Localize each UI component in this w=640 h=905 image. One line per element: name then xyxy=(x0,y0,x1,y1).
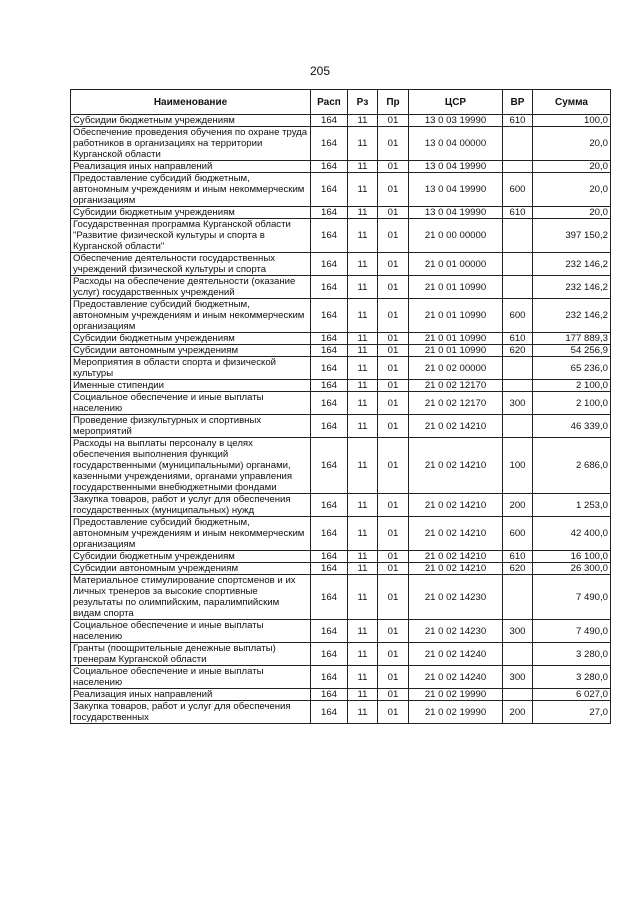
cell-pr: 01 xyxy=(378,438,409,494)
cell-pr: 01 xyxy=(378,392,409,415)
cell-rz: 11 xyxy=(348,219,378,253)
cell-vr: 300 xyxy=(503,666,533,689)
cell-name: Реализация иных направлений xyxy=(71,161,311,173)
table-row xyxy=(71,551,611,563)
cell-rasp: 164 xyxy=(311,115,348,127)
cell-pr: 01 xyxy=(378,643,409,666)
cell-pr: 01 xyxy=(378,345,409,357)
cell-pr: 01 xyxy=(378,689,409,701)
table-row xyxy=(71,207,611,219)
cell-name: Субсидии бюджетным учреждениям xyxy=(71,551,311,563)
cell-sum: 3 280,0 xyxy=(533,643,611,666)
cell-csr: 21 0 02 00000 xyxy=(409,357,503,380)
cell-rasp: 164 xyxy=(311,380,348,392)
cell-csr: 21 0 02 14240 xyxy=(409,666,503,689)
cell-name: Субсидии автономным учреждениям xyxy=(71,345,311,357)
cell-rz: 11 xyxy=(348,333,378,345)
cell-pr: 01 xyxy=(378,563,409,575)
cell-pr: 01 xyxy=(378,415,409,438)
cell-csr: 21 0 02 14210 xyxy=(409,551,503,563)
cell-vr xyxy=(503,357,533,380)
cell-sum: 3 280,0 xyxy=(533,666,611,689)
cell-vr: 200 xyxy=(503,701,533,724)
cell-rz: 11 xyxy=(348,161,378,173)
cell-pr: 01 xyxy=(378,253,409,276)
cell-name: Социальное обеспечение и иные выплаты населению xyxy=(71,620,311,643)
cell-sum: 65 236,0 xyxy=(533,357,611,380)
cell-sum: 46 339,0 xyxy=(533,415,611,438)
cell-sum: 2 686,0 xyxy=(533,438,611,494)
cell-pr: 01 xyxy=(378,380,409,392)
cell-sum: 2 100,0 xyxy=(533,392,611,415)
cell-vr xyxy=(503,161,533,173)
cell-name: Обеспечение проведения обучения по охране труда работников в организациях на территории Курганской области xyxy=(71,127,311,161)
cell-rz: 11 xyxy=(348,207,378,219)
table-row xyxy=(71,127,611,161)
table-row xyxy=(71,357,611,380)
cell-pr: 01 xyxy=(378,219,409,253)
cell-rz: 11 xyxy=(348,517,378,551)
cell-pr: 01 xyxy=(378,620,409,643)
cell-name: Расходы на выплаты персоналу в целях обеспечения выполнения функций государственными (муниципальными) органами, казенными учреждениями, органами управления государственными внебюджетными фондами xyxy=(71,438,311,494)
cell-name: Материальное стимулирование спортсменов и их личных тренеров за высокие спортивные результаты по олимпийским, паралимпийским видам спорта xyxy=(71,575,311,620)
cell-vr xyxy=(503,643,533,666)
cell-csr: 21 0 02 12170 xyxy=(409,380,503,392)
cell-vr: 610 xyxy=(503,551,533,563)
table-row xyxy=(71,299,611,333)
cell-rz: 11 xyxy=(348,173,378,207)
cell-sum: 20,0 xyxy=(533,207,611,219)
cell-vr xyxy=(503,127,533,161)
table-row xyxy=(71,392,611,415)
cell-rz: 11 xyxy=(348,276,378,299)
cell-rasp: 164 xyxy=(311,551,348,563)
cell-rz: 11 xyxy=(348,345,378,357)
cell-rasp: 164 xyxy=(311,620,348,643)
cell-sum: 397 150,2 xyxy=(533,219,611,253)
cell-rz: 11 xyxy=(348,357,378,380)
cell-pr: 01 xyxy=(378,494,409,517)
cell-name: Именные стипендии xyxy=(71,380,311,392)
cell-csr: 21 0 01 10990 xyxy=(409,333,503,345)
table-row xyxy=(71,620,611,643)
cell-rasp: 164 xyxy=(311,438,348,494)
cell-vr: 610 xyxy=(503,207,533,219)
cell-rasp: 164 xyxy=(311,357,348,380)
cell-csr: 13 0 03 19990 xyxy=(409,115,503,127)
cell-csr: 21 0 02 14210 xyxy=(409,563,503,575)
cell-sum: 232 146,2 xyxy=(533,276,611,299)
cell-vr: 610 xyxy=(503,115,533,127)
cell-csr: 21 0 02 14210 xyxy=(409,438,503,494)
cell-rasp: 164 xyxy=(311,689,348,701)
cell-name: Реализация иных направлений xyxy=(71,689,311,701)
table-row xyxy=(71,701,611,724)
header-vr: ВР xyxy=(503,90,533,115)
cell-name: Проведение физкультурных и спортивных мероприятий xyxy=(71,415,311,438)
cell-name: Субсидии бюджетным учреждениям xyxy=(71,207,311,219)
cell-rasp: 164 xyxy=(311,517,348,551)
cell-pr: 01 xyxy=(378,575,409,620)
cell-vr: 200 xyxy=(503,494,533,517)
cell-csr: 13 0 04 19990 xyxy=(409,161,503,173)
cell-name: Государственная программа Курганской области "Развитие физической культуры и спорта в Курганской области" xyxy=(71,219,311,253)
cell-rz: 11 xyxy=(348,392,378,415)
cell-pr: 01 xyxy=(378,173,409,207)
table-row xyxy=(71,380,611,392)
cell-rasp: 164 xyxy=(311,127,348,161)
cell-rasp: 164 xyxy=(311,333,348,345)
cell-rasp: 164 xyxy=(311,575,348,620)
cell-csr: 21 0 02 19990 xyxy=(409,701,503,724)
cell-sum: 20,0 xyxy=(533,127,611,161)
cell-pr: 01 xyxy=(378,666,409,689)
cell-rasp: 164 xyxy=(311,173,348,207)
cell-rasp: 164 xyxy=(311,161,348,173)
cell-sum: 16 100,0 xyxy=(533,551,611,563)
cell-sum: 20,0 xyxy=(533,173,611,207)
cell-name: Закупка товаров, работ и услуг для обеспечения государственных xyxy=(71,701,311,724)
cell-sum: 100,0 xyxy=(533,115,611,127)
table-row xyxy=(71,494,611,517)
cell-rz: 11 xyxy=(348,115,378,127)
table-row xyxy=(71,643,611,666)
cell-name: Обеспечение деятельности государственных учреждений физической культуры и спорта xyxy=(71,253,311,276)
cell-csr: 21 0 02 12170 xyxy=(409,392,503,415)
cell-rz: 11 xyxy=(348,127,378,161)
cell-name: Предоставление субсидий бюджетным, автономным учреждениям и иным некоммерческим организациям xyxy=(71,173,311,207)
cell-sum: 42 400,0 xyxy=(533,517,611,551)
table-row xyxy=(71,689,611,701)
cell-rasp: 164 xyxy=(311,299,348,333)
cell-name: Социальное обеспечение и иные выплаты населению xyxy=(71,666,311,689)
cell-rasp: 164 xyxy=(311,643,348,666)
cell-pr: 01 xyxy=(378,299,409,333)
cell-rz: 11 xyxy=(348,575,378,620)
table-body xyxy=(71,115,611,724)
cell-vr: 300 xyxy=(503,620,533,643)
cell-vr xyxy=(503,219,533,253)
cell-pr: 01 xyxy=(378,115,409,127)
cell-csr: 21 0 01 00000 xyxy=(409,253,503,276)
cell-rasp: 164 xyxy=(311,494,348,517)
cell-csr: 21 0 01 10990 xyxy=(409,299,503,333)
cell-name: Мероприятия в области спорта и физической культуры xyxy=(71,357,311,380)
table-row xyxy=(71,173,611,207)
table-row xyxy=(71,115,611,127)
page-number: 205 xyxy=(309,64,331,78)
table-row xyxy=(71,517,611,551)
cell-vr xyxy=(503,575,533,620)
cell-vr: 600 xyxy=(503,299,533,333)
table-row xyxy=(71,415,611,438)
cell-sum: 1 253,0 xyxy=(533,494,611,517)
cell-vr: 600 xyxy=(503,173,533,207)
budget-table xyxy=(70,89,611,724)
cell-csr: 13 0 04 19990 xyxy=(409,173,503,207)
table-row xyxy=(71,666,611,689)
cell-rz: 11 xyxy=(348,563,378,575)
table-row xyxy=(71,345,611,357)
cell-csr: 13 0 04 19990 xyxy=(409,207,503,219)
table-row xyxy=(71,333,611,345)
cell-rz: 11 xyxy=(348,689,378,701)
table-row xyxy=(71,161,611,173)
table-row xyxy=(71,253,611,276)
cell-rasp: 164 xyxy=(311,666,348,689)
cell-vr xyxy=(503,253,533,276)
cell-pr: 01 xyxy=(378,357,409,380)
cell-name: Закупка товаров, работ и услуг для обеспечения государственных (муниципальных) нужд xyxy=(71,494,311,517)
cell-pr: 01 xyxy=(378,161,409,173)
cell-pr: 01 xyxy=(378,127,409,161)
cell-sum: 6 027,0 xyxy=(533,689,611,701)
cell-sum: 26 300,0 xyxy=(533,563,611,575)
cell-sum: 177 889,3 xyxy=(533,333,611,345)
cell-csr: 21 0 02 19990 xyxy=(409,689,503,701)
cell-vr: 600 xyxy=(503,517,533,551)
cell-rz: 11 xyxy=(348,415,378,438)
cell-vr xyxy=(503,380,533,392)
cell-rz: 11 xyxy=(348,666,378,689)
cell-rasp: 164 xyxy=(311,701,348,724)
table-row xyxy=(71,575,611,620)
cell-pr: 01 xyxy=(378,701,409,724)
cell-csr: 13 0 04 00000 xyxy=(409,127,503,161)
cell-csr: 21 0 02 14230 xyxy=(409,620,503,643)
cell-name: Предоставление субсидий бюджетным, автономным учреждениям и иным некоммерческим организациям xyxy=(71,299,311,333)
cell-vr: 100 xyxy=(503,438,533,494)
cell-sum: 54 256,9 xyxy=(533,345,611,357)
cell-rasp: 164 xyxy=(311,219,348,253)
cell-pr: 01 xyxy=(378,517,409,551)
cell-sum: 20,0 xyxy=(533,161,611,173)
cell-vr: 620 xyxy=(503,563,533,575)
cell-pr: 01 xyxy=(378,207,409,219)
cell-vr xyxy=(503,415,533,438)
cell-vr: 300 xyxy=(503,392,533,415)
cell-csr: 21 0 02 14210 xyxy=(409,517,503,551)
table-row xyxy=(71,438,611,494)
cell-name: Субсидии бюджетным учреждениям xyxy=(71,115,311,127)
cell-sum: 27,0 xyxy=(533,701,611,724)
cell-vr: 620 xyxy=(503,345,533,357)
cell-pr: 01 xyxy=(378,551,409,563)
cell-rz: 11 xyxy=(348,299,378,333)
cell-sum: 7 490,0 xyxy=(533,620,611,643)
cell-name: Расходы на обеспечение деятельности (оказание услуг) государственных учреждений xyxy=(71,276,311,299)
cell-csr: 21 0 02 14240 xyxy=(409,643,503,666)
table-header-row xyxy=(71,90,611,115)
cell-sum: 2 100,0 xyxy=(533,380,611,392)
cell-rz: 11 xyxy=(348,253,378,276)
cell-name: Субсидии автономным учреждениям xyxy=(71,563,311,575)
cell-rasp: 164 xyxy=(311,392,348,415)
cell-name: Гранты (поощрительные денежные выплаты) тренерам Курганской области xyxy=(71,643,311,666)
cell-rz: 11 xyxy=(348,380,378,392)
cell-rasp: 164 xyxy=(311,563,348,575)
header-rasp: Расп xyxy=(311,90,348,115)
cell-rz: 11 xyxy=(348,438,378,494)
cell-csr: 21 0 02 14210 xyxy=(409,494,503,517)
cell-csr: 21 0 02 14230 xyxy=(409,575,503,620)
cell-rz: 11 xyxy=(348,494,378,517)
table-row xyxy=(71,276,611,299)
cell-vr xyxy=(503,276,533,299)
cell-rz: 11 xyxy=(348,701,378,724)
cell-rasp: 164 xyxy=(311,345,348,357)
cell-rasp: 164 xyxy=(311,415,348,438)
table-row xyxy=(71,563,611,575)
cell-vr xyxy=(503,689,533,701)
cell-sum: 232 146,2 xyxy=(533,253,611,276)
cell-csr: 21 0 00 00000 xyxy=(409,219,503,253)
cell-sum: 232 146,2 xyxy=(533,299,611,333)
cell-rz: 11 xyxy=(348,551,378,563)
cell-name: Предоставление субсидий бюджетным, автономным учреждениям и иным некоммерческим организациям xyxy=(71,517,311,551)
cell-csr: 21 0 02 14210 xyxy=(409,415,503,438)
cell-csr: 21 0 01 10990 xyxy=(409,276,503,299)
cell-name: Субсидии бюджетным учреждениям xyxy=(71,333,311,345)
cell-rz: 11 xyxy=(348,620,378,643)
header-pr: Пр xyxy=(378,90,409,115)
header-sum: Сумма xyxy=(533,90,611,115)
header-csr: ЦСР xyxy=(409,90,503,115)
header-rz: Рз xyxy=(348,90,378,115)
cell-sum: 7 490,0 xyxy=(533,575,611,620)
cell-rasp: 164 xyxy=(311,207,348,219)
header-name: Наименование xyxy=(71,90,311,115)
cell-vr: 610 xyxy=(503,333,533,345)
cell-rasp: 164 xyxy=(311,276,348,299)
cell-rasp: 164 xyxy=(311,253,348,276)
table-row xyxy=(71,219,611,253)
cell-pr: 01 xyxy=(378,333,409,345)
cell-csr: 21 0 01 10990 xyxy=(409,345,503,357)
cell-pr: 01 xyxy=(378,276,409,299)
cell-name: Социальное обеспечение и иные выплаты населению xyxy=(71,392,311,415)
cell-rz: 11 xyxy=(348,643,378,666)
